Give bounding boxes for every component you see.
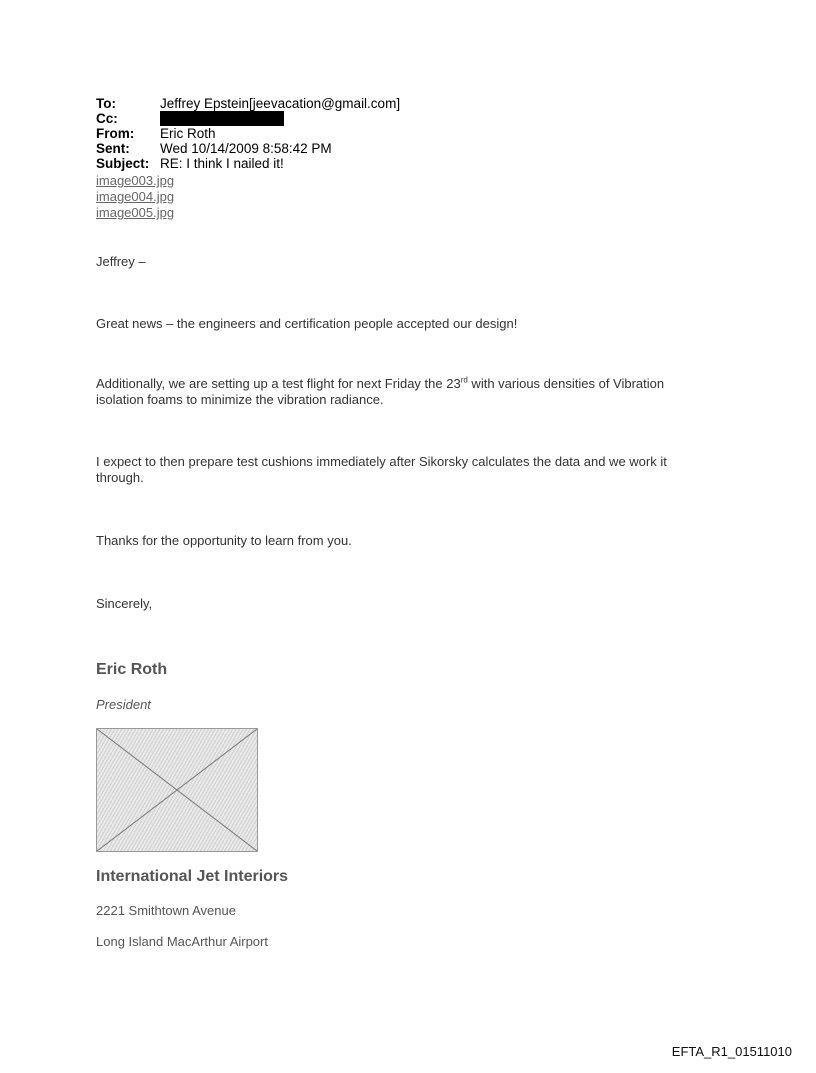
attachment-link[interactable]: image005.jpg — [96, 205, 175, 220]
redaction-box — [160, 111, 284, 126]
from-row — [96, 126, 400, 141]
broken-image-placeholder — [96, 728, 258, 852]
address-line: Long Island MacArthur Airport — [96, 934, 268, 949]
sent-value: Wed 10/14/2009 8:58:42 PM — [160, 141, 332, 156]
document-id: EFTA_R1_01511010 — [671, 1044, 792, 1059]
subject-row — [96, 156, 400, 171]
signature-name: Eric Roth — [96, 661, 168, 678]
broken-image-icon — [97, 729, 257, 851]
email-header — [96, 96, 400, 171]
cc-row — [96, 111, 400, 126]
paragraph: I expect to then prepare test cushions immediately after Sikorsky calculates the data and we work it through. — [96, 454, 667, 485]
address-line: 2221 Smithtown Avenue — [96, 903, 236, 918]
superscript: rd — [460, 375, 468, 385]
to-value: Jeffrey Epstein[jeevacation@gmail.com] — [160, 96, 401, 111]
paragraph: Thanks for the opportunity to learn from you. — [96, 533, 352, 548]
signature-title: President — [96, 697, 151, 712]
to-row — [96, 96, 400, 111]
paragraph: Great news – the engineers and certification people accepted our design! — [96, 316, 518, 331]
paragraph-text: Additionally, we are setting up a test flight for next Friday the 23 — [96, 376, 461, 391]
subject-label: Subject: — [96, 156, 150, 171]
subject-value: RE: I think I nailed it! — [160, 156, 284, 171]
paragraph-text: with various densities of Vibration isolation foams to minimize the vibration radiance. — [96, 376, 665, 407]
from-label: From: — [96, 126, 135, 141]
sent-row — [96, 141, 400, 156]
attachment-link[interactable]: image003.jpg — [96, 173, 175, 188]
paragraph — [96, 376, 696, 408]
attachment-link[interactable]: image004.jpg — [96, 189, 175, 204]
to-label: To: — [96, 96, 116, 111]
closing: Sincerely, — [96, 596, 153, 611]
company-name: International Jet Interiors — [96, 868, 289, 885]
from-value: Eric Roth — [160, 126, 216, 141]
cc-label: Cc: — [96, 111, 118, 126]
greeting: Jeffrey – — [96, 254, 146, 269]
sent-label: Sent: — [96, 141, 130, 156]
